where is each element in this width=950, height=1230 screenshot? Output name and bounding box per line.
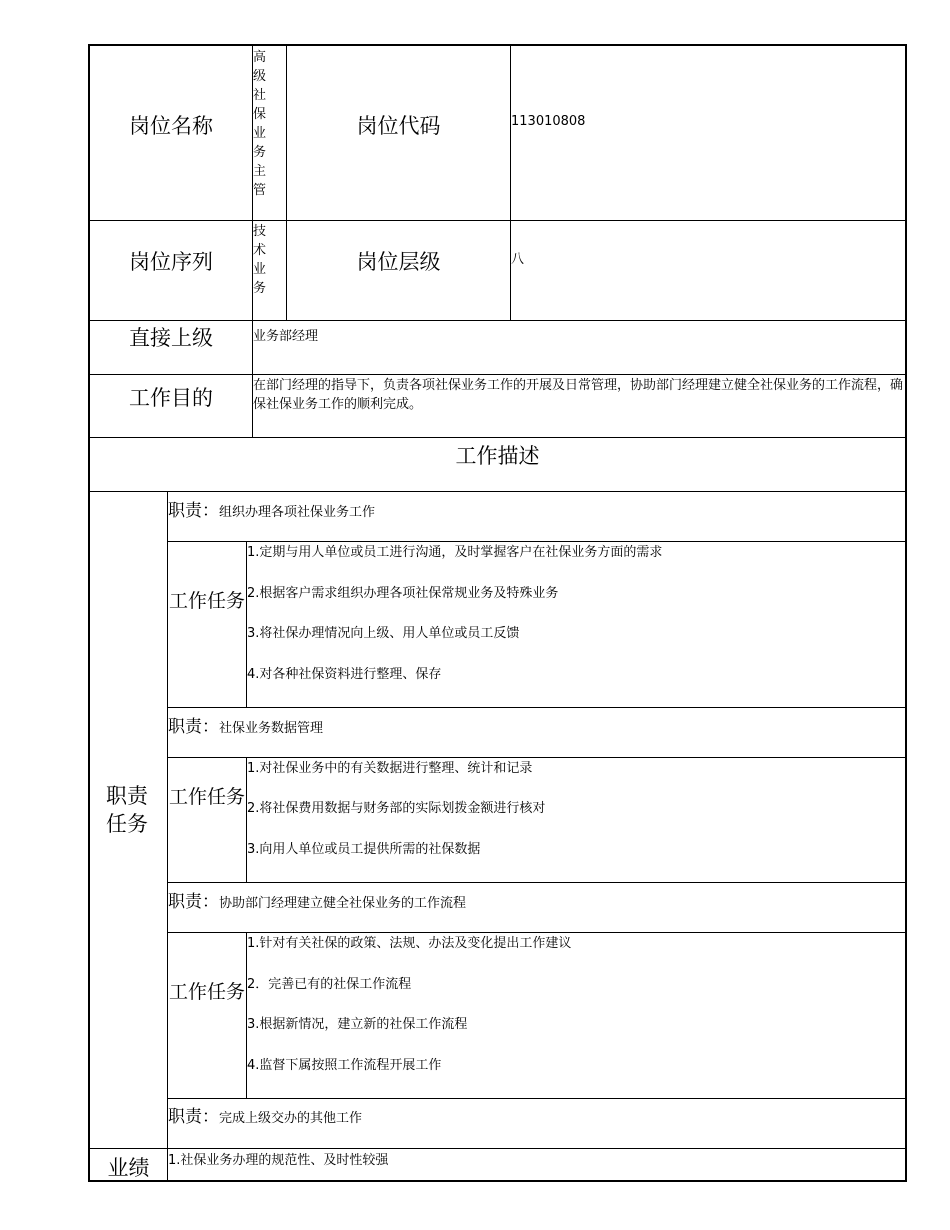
task-label: 工作任务 [168,786,245,808]
post-code-value: 113010808 [511,114,586,129]
row-divider [167,541,907,542]
row-divider [88,1148,907,1149]
job-description-table [88,44,907,1182]
post-name-label: 岗位名称 [129,114,213,138]
superior-value: 业务部经理 [253,329,319,344]
row-divider [88,320,907,321]
duty-title-text: 组织办理各项社保业务工作 [219,505,376,520]
post-series-value: 技术业务 [253,224,267,296]
task-item: 2.根据客户需求组织办理各项社保常规业务及特殊业务 [247,586,559,601]
column-divider [510,44,511,320]
duty-prefix: 职责： [168,717,219,737]
performance-item: 1.社保业务办理的规范性、及时性较强 [168,1153,389,1168]
task-label: 工作任务 [168,981,245,1003]
performance-label: 业绩 [107,1156,150,1180]
superior-label: 直接上级 [129,326,213,350]
task-item: 4.对各种社保资料进行整理、保存 [247,667,442,682]
duty-title [168,1102,362,1128]
row-divider [167,1098,907,1099]
task-item: 1.对社保业务中的有关数据进行整理、统计和记录 [247,761,533,776]
row-divider [88,491,907,492]
task-item: 2．完善已有的社保工作流程 [247,977,412,992]
duty-prefix: 职责： [168,892,219,912]
duty-title-text: 完成上级交办的其他工作 [219,1111,363,1126]
duty-title-text: 协助部门经理建立健全社保业务的工作流程 [219,896,467,911]
row-divider [167,932,907,933]
duty-title [168,712,323,738]
task-item: 1.定期与用人单位或员工进行沟通，及时掌握客户在社保业务方面的需求 [247,545,663,560]
post-level-value: 八 [511,252,525,267]
task-item: 1.针对有关社保的政策、法规、办法及变化提出工作建议 [247,936,572,951]
task-item: 2.将社保费用数据与财务部的实际划拨金额进行核对 [247,801,546,816]
post-series-label: 岗位序列 [129,250,213,274]
task-item: 3.根据新情况，建立新的社保工作流程 [247,1017,468,1032]
purpose-label: 工作目的 [129,386,213,410]
purpose-value: 在部门经理的指导下，负责各项社保业务工作的开展及日常管理，协助部门经理建立健全社保业务的工作流程，确保社保业务工作的顺利完成。 [253,378,904,412]
post-level-label: 岗位层级 [356,250,441,274]
row-divider [167,757,907,758]
row-divider [167,707,907,708]
row-divider [88,374,907,375]
duty-prefix: 职责： [168,1107,219,1127]
row-divider [167,882,907,883]
section-title: 工作描述 [455,444,540,468]
duty-title [168,496,375,522]
column-divider [286,44,287,320]
row-divider [88,220,907,221]
post-name-value: 高级社保业务主管 [253,50,267,198]
post-code-label: 岗位代码 [356,114,441,138]
task-label: 工作任务 [168,590,245,612]
duties-label: 职责任务 [106,784,148,836]
duty-title-text: 社保业务数据管理 [219,721,324,736]
task-item: 3.向用人单位或员工提供所需的社保数据 [247,842,481,857]
duty-title [168,887,466,913]
task-item: 3.将社保办理情况向上级、用人单位或员工反馈 [247,626,520,641]
task-item: 4.监督下属按照工作流程开展工作 [247,1058,442,1073]
row-divider [88,437,907,438]
duty-prefix: 职责： [168,501,219,521]
